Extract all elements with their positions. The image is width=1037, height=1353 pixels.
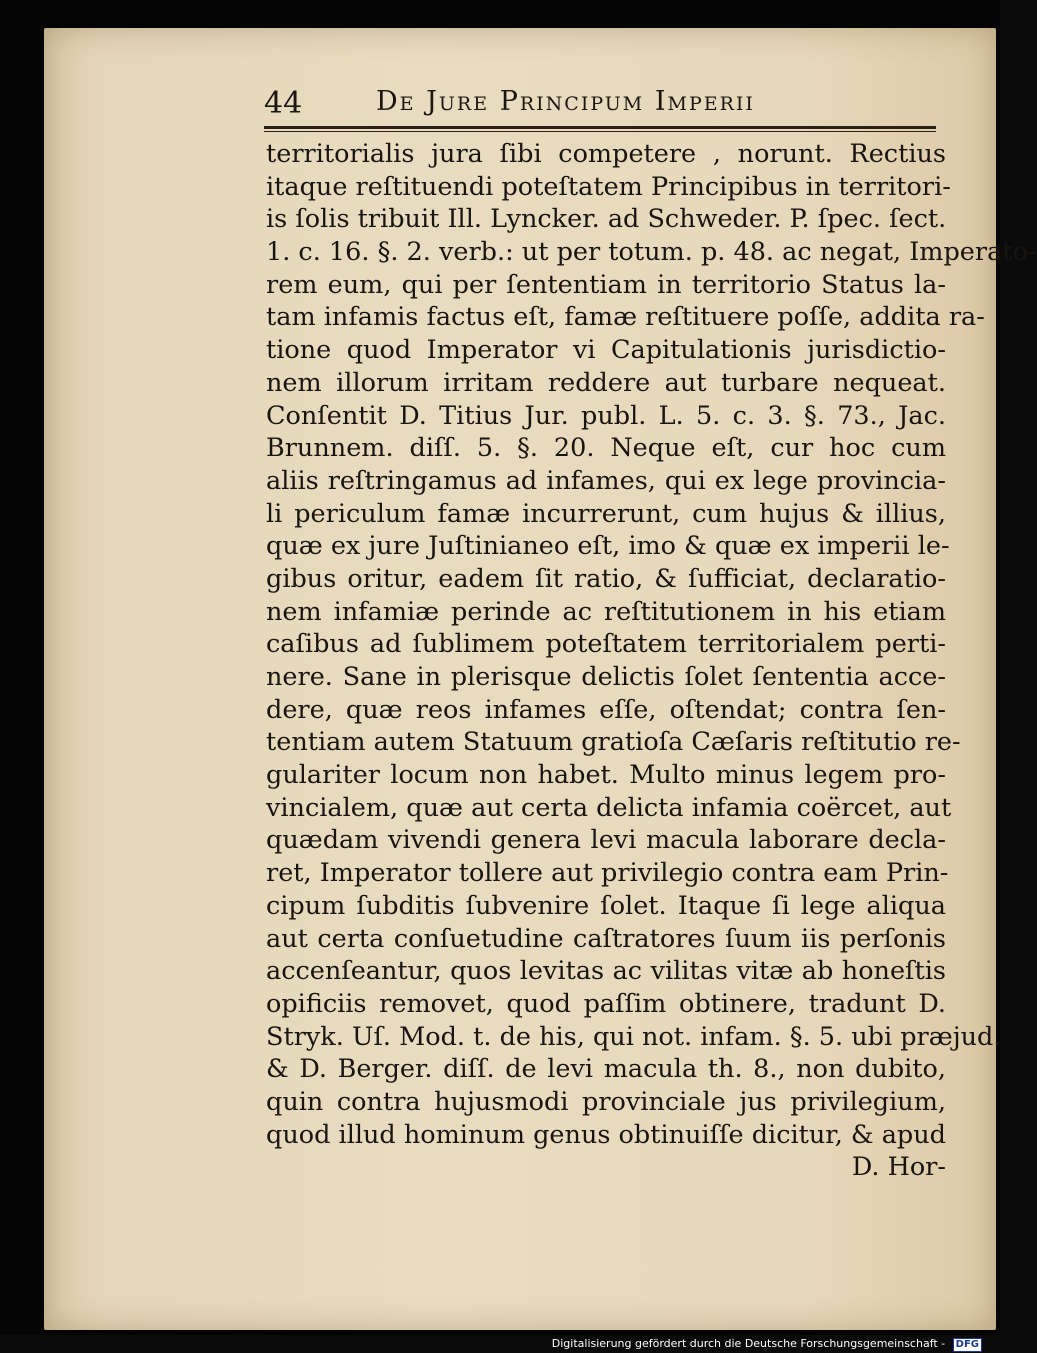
digitization-credit (552, 1337, 982, 1351)
text-line: aut certa conſuetudine caſtratores ſuum iis perſonis (266, 923, 946, 954)
body-text (266, 138, 1037, 1184)
text-line: is ſolis tribuit Ill. Lyncker. ad Schweder. P. ſpec. ſect. (266, 204, 947, 235)
running-title: De Jure Principum Imperii (376, 86, 755, 117)
header-rule (264, 126, 936, 132)
running-head (264, 82, 944, 122)
text-line: Brunnem. diſſ. 5. §. 20. Neque eſt, cur hoc cum (266, 433, 946, 464)
text-line: quæ ex jure Juſtinianeo eſt, imo & quæ ex imperii le- (266, 531, 950, 562)
page-number: 44 (264, 86, 303, 121)
text-line: dere, quæ reos infames eſſe, oſtendat; contra ſen- (266, 694, 946, 725)
text-line: vincialem, quæ aut certa delicta infamia coërcet, aut (266, 792, 952, 823)
text-line: gulariter locum non habet. Multo minus legem pro- (266, 760, 946, 791)
text-line: rem eum, qui per ſententiam in territorio Status la- (266, 269, 946, 300)
text-line: accenſeantur, quos levitas ac vilitas vitæ ab honeſtis (266, 956, 946, 987)
text-line: tione quod Imperator vi Capitulationis jurisdictio- (266, 335, 946, 366)
text-line: quin contra hujusmodi provinciale jus privilegium, (266, 1086, 946, 1117)
text-line: tam infamis factus eſt, famæ reſtituere poſſe, addita ra- (266, 302, 985, 333)
text-line: & D. Berger. diſſ. de levi macula th. 8., non dubito, (266, 1054, 946, 1085)
text-line: territorialis jura ſibi competere , norunt. Rectius (266, 139, 946, 169)
text-line: li periculum famæ incurrerunt, cum hujus & illius, (266, 498, 946, 529)
text-line: Stryk. Uſ. Mod. t. de his, qui not. infam. §. 5. ubi præjud. (266, 1021, 1002, 1052)
text-line: ret, Imperator tollere aut privilegio contra eam Prin- (266, 858, 949, 889)
text-line: quædam vivendi genera levi macula laborare decla- (266, 825, 946, 856)
text-line: opificiis removet, quod paſſim obtinere, tradunt D. (266, 988, 946, 1019)
text-line: aliis reſtringamus ad infames, qui ex lege provincia- (266, 465, 946, 496)
text-line: Conſentit D. Titius Jur. publ. L. 5. c. 3. §. 73., Jac. (266, 400, 946, 431)
catchword: D. Hor- (851, 1152, 946, 1183)
text-line: caſibus ad ſublimem poteſtatem territorialem perti- (266, 629, 946, 660)
credit-text: Digitalisierung gefördert durch die Deutsche Forschungsgemeinschaft - (551, 1337, 946, 1350)
text-line: cipum ſubditis ſubvenire ſolet. Itaque ſi lege aliqua (266, 890, 946, 921)
text-line: 1. c. 16. §. 2. verb.: ut per totum. p. 48. ac negat, Imperato- (266, 237, 1037, 268)
text-line: nem infamiæ perinde ac reſtitutionem in his etiam (266, 596, 946, 627)
text-line: nere. Sane in plerisque delictis ſolet ſententia acce- (266, 662, 946, 692)
text-line: quod illud hominum genus obtinuiſſe dicitur, & apud (266, 1119, 946, 1150)
text-line: itaque reſtituendi poteſtatem Principibus in territori- (266, 171, 951, 202)
text-line: nem illorum irritam reddere aut turbare nequeat. (266, 367, 946, 398)
dfg-logo: DFG (953, 1338, 982, 1352)
text-line: gibus oritur, eadem ſit ratio, & ſufficiat, declaratio- (266, 563, 946, 594)
text-line: tentiam autem Statuum gratioſa Cæſaris reſtitutio re- (266, 727, 961, 758)
